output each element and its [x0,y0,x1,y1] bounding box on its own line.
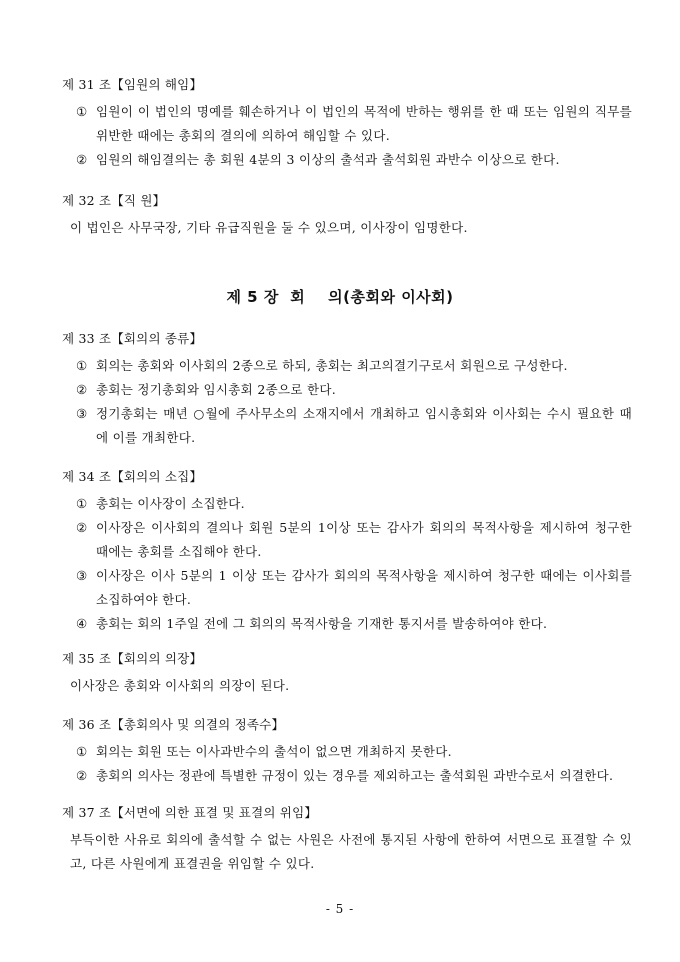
item-text: 정기총회는 매년 ○월에 주사무소의 소재지에서 개최하고 임시총회와 이사회는 수시 필요한 때에 이를 개최한다. [96,406,632,445]
item-text: 임원의 해임결의는 총 회원 4분의 3 이상의 출석과 출석회원 과반수 이상으로 한다. [96,152,560,167]
article-item [68,516,632,564]
article-item [68,492,632,516]
item-number: ① [76,496,88,511]
item-number: ② [76,152,88,167]
item-text: 총회는 회의 1주일 전에 그 회의의 목적사항을 기재한 통지서를 발송하여야 한다. [96,616,548,631]
item-text: 총회는 이사장이 소집한다. [96,496,245,511]
item-number: ③ [76,568,88,583]
page-number: - 5 - [325,902,355,916]
item-number: ① [76,104,88,119]
item-number: ① [76,358,88,373]
item-text: 총회의 의사는 정관에 특별한 규정이 있는 경우를 제외하고는 출석회원 과반수로서 의결한다. [96,768,614,783]
article-item [68,100,632,148]
article-36 [62,716,632,788]
article-item [68,564,632,612]
article-heading: 제 35 조【회의의 의장】 [62,651,203,666]
item-number: ④ [76,616,88,631]
article-item [68,402,632,450]
article-item [68,378,632,402]
item-text: 회의는 회원 또는 이사과반수의 출석이 없으면 개최하지 못한다. [96,744,452,759]
article-37 [62,804,632,876]
item-text: 이사장은 이사 5분의 1 이상 또는 감사가 회의의 목적사항을 제시하여 청구한 때에는 이사회를 소집하여야 한다. [96,568,632,607]
article-heading: 제 32 조【직 원】 [62,193,166,208]
item-text: 회의는 총회와 이사회의 2종으로 하되, 총회는 최고의결기구로서 회원으로 구성한다. [96,358,568,373]
article-heading: 제 36 조【총회의사 및 의결의 정족수】 [62,717,285,732]
article-heading: 제 34 조【회의의 소집】 [62,469,203,484]
item-number: ② [76,768,88,783]
article-item [68,612,632,636]
item-number: ① [76,744,88,759]
article-32 [62,192,632,240]
item-text: 이사장은 이사회의 결의나 회원 5분의 1이상 또는 감사가 회의의 목적사항을 제시하여 청구한 때에는 총회를 소집해야 한다. [96,520,632,559]
article-34 [62,468,632,636]
article-body: 이사장은 총회와 이사회의 의장이 된다. [70,678,290,693]
article-item [68,764,632,788]
article-body: 부득이한 사유로 회의에 출석할 수 없는 사원은 사전에 통지된 사항에 한하여 서면으로 표결할 수 있고, 다른 사원에게 표결권을 위임할 수 있다. [70,832,632,871]
item-number: ② [76,382,88,397]
item-number: ② [76,520,88,535]
article-35 [62,650,632,698]
article-33 [62,330,632,450]
item-text: 임원이 이 법인의 명예를 훼손하거나 이 법인의 목적에 반하는 행위를 한 때 또는 임원의 직무를 위반한 때에는 총회의 결의에 의하여 해임할 수 있다. [96,104,632,143]
article-item [68,148,632,172]
item-text: 총회는 정기총회와 임시총회 2종으로 한다. [96,382,336,397]
article-heading: 제 33 조【회의의 종류】 [62,331,203,346]
article-heading: 제 31 조【임원의 해임】 [62,77,203,92]
item-number: ③ [76,406,88,421]
article-31 [62,76,632,172]
article-body: 이 법인은 사무국장, 기타 유급직원을 둘 수 있으며, 이사장이 임명한다. [70,220,468,235]
article-heading: 제 37 조【서면에 의한 표결 및 표결의 위임】 [62,805,318,820]
article-item [68,354,632,378]
article-item [68,740,632,764]
chapter-title: 제 5 장 회 의(총회와 이사회) [226,288,454,306]
